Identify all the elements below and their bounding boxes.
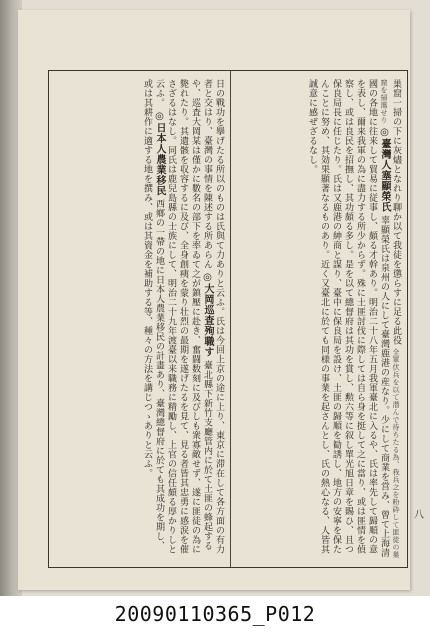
right-column [234,79,402,559]
right-lead-text: 巣窟一掃の下に灰燼となれり聊か以て我徒を懲らすに足る此役 [391,79,401,345]
article-body-ooka: 臺北縣下新竹支廳管内に於て土匪の蜂起するや、巡査大岡某は僅かに數名の部下を率ゐて之が鎮壓に赴き、奮闘数刻に及びしも衆寡敵せず、遂に匪徒の為に斃れたり。其遺骸を収容するに及び、全身創痍を蒙り壮烈の最期を遂げたるを見て、見る者皆其忠勇に感涙を催さざるはなし。同氏は鹿兒島縣の士族にして、明治二十九年渡臺以来職務に精勵し、上官の信任頗る厚かりしと云ふ。 [154,79,212,554]
page-number: 八 [414,510,424,521]
article-body-gu: 辜顯榮氏は泉州の人にして臺灣鹿港の産なり。少にして商業を営み、曾て上海清國の各地に往来して貿易に従事し、頗る才幹あり。明治二十八年五月我軍臺北に入るや、氏は率先して歸順の意を表し、爾来我軍の為に盡力する所少からず。殊に土匪討伐に際しては自ら身を挺して之に當り、或は匪情を偵察し、或は良民を招撫し、其功頗る多し。是を以て總督府は其功を賞し、勲六等に叙し單光旭日章を賜ひ、且つ保良局長に任じたり。氏は又鹿港の紳商と謀り、臺中に保良局を設け、土匪の歸順を勧誘し、地方の安寧を保たんことに努め、其効果顯著なるものあり。近く又臺北に於ても同様の事業を起さんとし、氏の熱心なる、人皆其誠意に感ぜざるなし。 [307,79,389,558]
article-body-immigration: 西鄉の一帶の地に日本人農業移民の計畫あり、臺灣總督府に於ても其成功を期し、或は其耕作に適する地を撰み、或は其資金を補助する等、種々の方法を講じつゝありと云ふ。 [142,79,164,551]
left-column [55,79,225,559]
article-heading-ooka: ◎大岡巡査殉職す [202,272,213,358]
image-id-caption: 20090110365_P012 [114,602,316,626]
article-frame [48,70,408,568]
column-divider [230,71,231,567]
right-lead-text-2: 全軍伏兵を以て潜んで待ちたる為、我兵之を粉砕して匪徒の巣窟を掃蕩せり [380,79,400,559]
newspaper-page [18,10,424,590]
left-lead-text: 日の戰功を擧げたる所以のものは氏與て力ありと云ふ。氏は今回上京の途に上り、東京に滞在して各方面の有力者と交はり、臺灣の事情を陳述する所あらん [202,79,224,554]
article-heading-gu: ◎臺灣人塞顯榮氏 [379,127,390,213]
article-heading-immigration: ◎日本人農業移民 [154,110,165,196]
